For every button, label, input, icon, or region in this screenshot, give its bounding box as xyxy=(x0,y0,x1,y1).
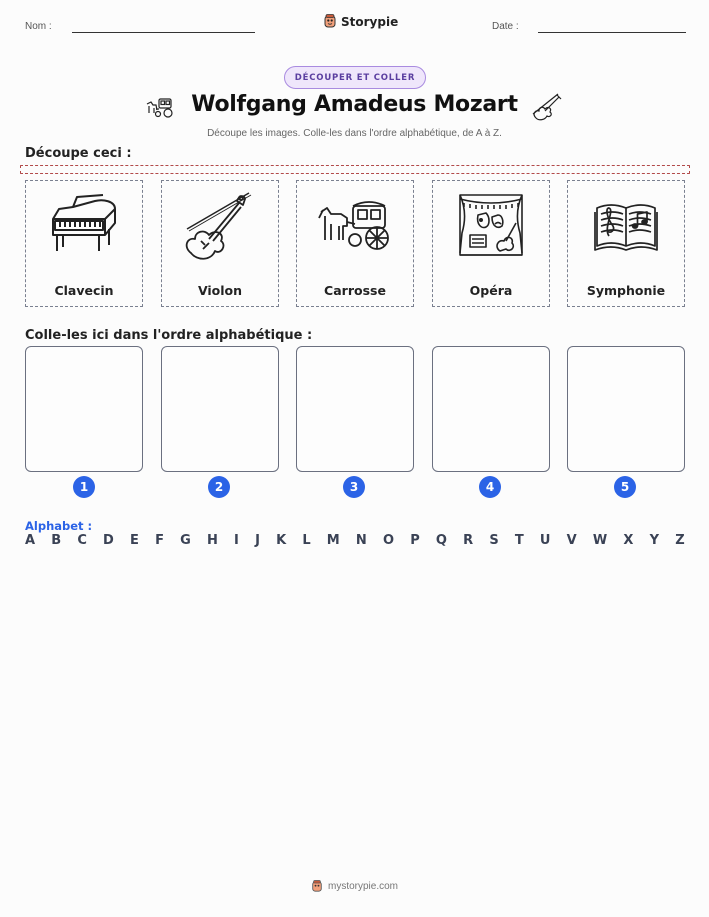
alphabet-letter: U xyxy=(539,533,551,548)
opera-icon xyxy=(456,193,526,259)
card-label: Clavecin xyxy=(54,283,114,298)
cut-card-carrosse[interactable] xyxy=(296,180,414,307)
alphabet-letter: J xyxy=(255,533,260,548)
alphabet-letter: Q xyxy=(435,533,447,548)
name-field[interactable] xyxy=(72,32,255,33)
name-label: Nom : xyxy=(25,21,52,32)
cut-line xyxy=(20,165,690,174)
cut-card-clavecin[interactable] xyxy=(25,180,143,307)
alphabet-letter: A xyxy=(25,533,36,548)
slot-number-3: 3 xyxy=(343,476,365,498)
alphabet-letter: I xyxy=(234,533,239,548)
paste-slot-2[interactable] xyxy=(161,346,279,472)
storypie-mascot-icon xyxy=(311,880,323,893)
paste-slot-3[interactable] xyxy=(296,346,414,472)
page-subtitle: Découpe les images. Colle-les dans l'ordre alphabétique, de A à Z. xyxy=(207,128,502,139)
violin-title-icon xyxy=(530,92,564,122)
alphabet-letter: G xyxy=(180,533,191,548)
alphabet-letter: Z xyxy=(675,533,685,548)
violin-icon xyxy=(179,189,261,263)
brand-logo xyxy=(323,14,398,29)
alphabet-letter: K xyxy=(276,533,287,548)
alphabet-letter: R xyxy=(463,533,474,548)
alphabet-letter: W xyxy=(592,533,608,548)
footer xyxy=(0,880,709,893)
page-title: Wolfgang Amadeus Mozart xyxy=(191,92,518,117)
symphony-book-icon xyxy=(593,198,659,254)
alphabet-letter: B xyxy=(51,533,62,548)
slot-number-1: 1 xyxy=(73,476,95,498)
cut-card-violon[interactable] xyxy=(161,180,279,307)
alphabet-letter: S xyxy=(489,533,499,548)
alphabet-letter: X xyxy=(623,533,634,548)
slot-number-2: 2 xyxy=(208,476,230,498)
carriage-icon xyxy=(313,196,397,256)
card-label: Violon xyxy=(197,283,243,298)
alphabet-letter: D xyxy=(103,533,114,548)
alphabet-heading: Alphabet : xyxy=(25,519,93,533)
card-label: Opéra xyxy=(469,283,513,298)
alphabet-letter: F xyxy=(155,533,164,548)
cut-card-symphonie[interactable] xyxy=(567,180,685,307)
card-label: Symphonie xyxy=(586,283,666,298)
activity-badge: DÉCOUPER ET COLLER xyxy=(284,66,426,89)
paste-section-heading: Colle-les ici dans l'ordre alphabétique : xyxy=(25,328,313,343)
alphabet-letter: O xyxy=(382,533,395,548)
alphabet-letter: N xyxy=(355,533,367,548)
alphabet-letter: E xyxy=(130,533,139,548)
alphabet-letter: Y xyxy=(649,533,660,548)
alphabet-letter: P xyxy=(410,533,420,548)
storypie-mascot-icon xyxy=(323,14,337,29)
paste-slot-4[interactable] xyxy=(432,346,550,472)
alphabet-letter: M xyxy=(326,533,340,548)
paste-slot-1[interactable] xyxy=(25,346,143,472)
footer-url[interactable]: mystorypie.com xyxy=(327,881,398,892)
harpsichord-icon xyxy=(43,191,125,261)
alphabet-row xyxy=(25,533,685,548)
alphabet-letter: C xyxy=(77,533,87,548)
brand-name: Storypie xyxy=(341,14,399,29)
alphabet-letter: H xyxy=(206,533,218,548)
card-label: Carrosse xyxy=(324,283,386,298)
alphabet-letter: T xyxy=(514,533,524,548)
alphabet-letter: L xyxy=(302,533,311,548)
paste-slot-5[interactable] xyxy=(567,346,685,472)
slot-number-4: 4 xyxy=(479,476,501,498)
date-label: Date : xyxy=(492,21,519,32)
cut-card-opera[interactable] xyxy=(432,180,550,307)
date-field[interactable] xyxy=(538,32,686,33)
alphabet-letter: V xyxy=(566,533,577,548)
slot-number-5: 5 xyxy=(614,476,636,498)
cut-section-heading: Découpe ceci : xyxy=(25,146,132,161)
